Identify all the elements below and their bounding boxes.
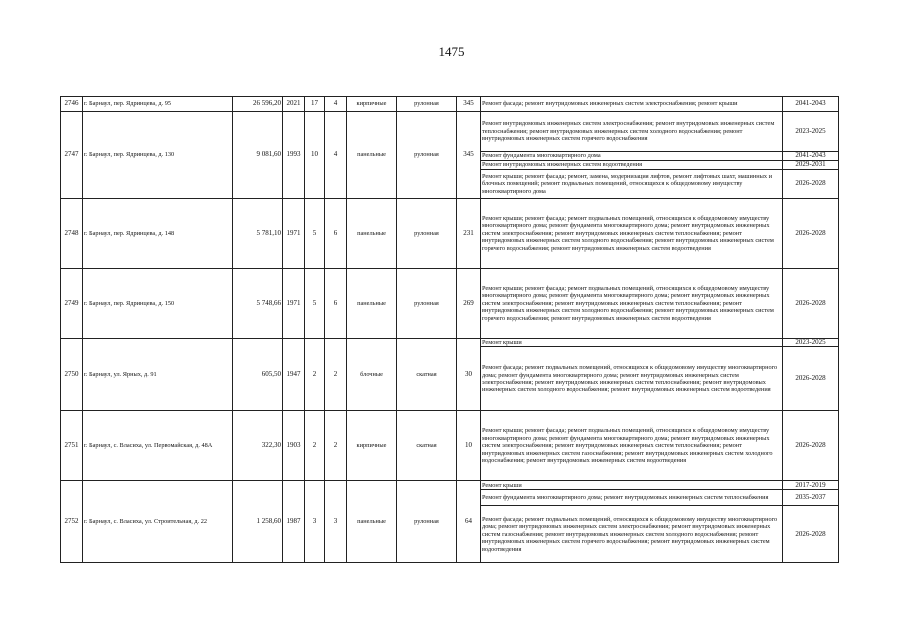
build-year: 1971 xyxy=(283,269,305,339)
house-address: г. Барнаул, пер. Ядринцева, д. 150 xyxy=(83,269,233,339)
total-area: 5 781,10 xyxy=(233,199,283,269)
repair-works: Ремонт фасада; ремонт внутридомовых инженерных систем электроснабжения; ремонт крыши xyxy=(481,97,783,112)
row-number: 2752 xyxy=(61,481,83,563)
house-address: г. Барнаул, с. Власиха, ул. Строительная, д. 22 xyxy=(83,481,233,563)
repair-period: 2026-2028 xyxy=(783,269,839,339)
wall-material: кирпичные xyxy=(347,97,397,112)
row-number: 2751 xyxy=(61,411,83,481)
repair-period: 2029-2031 xyxy=(783,161,839,170)
roof-type: рулонная xyxy=(397,481,457,563)
entrances-count: 4 xyxy=(325,112,347,199)
repair-works: Ремонт фасада; ремонт подвальных помещений, относящихся к общедомовому имуществу многоквартирного дома; ремонт внутридомовых инженерных систем электроснабжения; ремонт внутридомовых инженерных систем газоснабжения; ремонт внутридомовых инженерных систем холодного водоснабжения; ремонт внутридомовых инженерных систем горячего водоснабжения; ремонт внутридомовых инженерных систем водоотведения xyxy=(481,506,783,563)
house-address: г. Барнаул, ул. Ярных, д. 91 xyxy=(83,339,233,411)
build-year: 1993 xyxy=(283,112,305,199)
table-row xyxy=(61,269,839,339)
total-area: 605,50 xyxy=(233,339,283,411)
floors-count: 3 xyxy=(305,481,325,563)
table-row xyxy=(61,199,839,269)
wall-material: панельные xyxy=(347,481,397,563)
repair-period: 2035-2037 xyxy=(783,490,839,506)
house-address: г. Барнаул, с. Власиха, ул. Первомайская, д. 48А xyxy=(83,411,233,481)
residents-count: 30 xyxy=(457,339,481,411)
total-area: 1 258,60 xyxy=(233,481,283,563)
repair-works: Ремонт крыши xyxy=(481,481,783,490)
row-number: 2749 xyxy=(61,269,83,339)
repair-period: 2041-2043 xyxy=(783,152,839,161)
row-number: 2746 xyxy=(61,97,83,112)
total-area: 9 081,60 xyxy=(233,112,283,199)
roof-type: скатная xyxy=(397,339,457,411)
repair-works: Ремонт фундамента многоквартирного дома xyxy=(481,152,783,161)
wall-material: панельные xyxy=(347,112,397,199)
floors-count: 5 xyxy=(305,269,325,339)
residents-count: 269 xyxy=(457,269,481,339)
repair-works: Ремонт внутридомовых инженерных систем водоотведения xyxy=(481,161,783,170)
roof-type: скатная xyxy=(397,411,457,481)
house-repair-table xyxy=(60,96,839,563)
repair-period: 2026-2028 xyxy=(783,411,839,481)
build-year: 1947 xyxy=(283,339,305,411)
entrances-count: 4 xyxy=(325,97,347,112)
repair-period: 2017-2019 xyxy=(783,481,839,490)
repair-period: 2026-2028 xyxy=(783,506,839,563)
total-area: 5 748,66 xyxy=(233,269,283,339)
entrances-count: 6 xyxy=(325,269,347,339)
table-row xyxy=(61,339,839,347)
house-address: г. Барнаул, пер. Ядринцева, д. 130 xyxy=(83,112,233,199)
repair-works: Ремонт крыши; ремонт фасада; ремонт подвальных помещений, относящихся к общедомовому имуществу многоквартирного дома; ремонт фундамента многоквартирного дома; ремонт внутридомовых инженерных систем электроснабжения; ремонт внутридомовых инженерных систем теплоснабжения; ремонт внутридомовых инженерных систем холодного водоснабжения; ремонт внутридомовых инженерных систем горячего водоснабжения; ремонт внутридомовых инженерных систем водоотведения xyxy=(481,199,783,269)
house-address: г. Барнаул, пер. Ядринцева, д. 148 xyxy=(83,199,233,269)
entrances-count: 3 xyxy=(325,481,347,563)
table-row xyxy=(61,411,839,481)
floors-count: 2 xyxy=(305,339,325,411)
build-year: 2021 xyxy=(283,97,305,112)
repair-works: Ремонт крыши; ремонт фасада; ремонт подвальных помещений, относящихся к общедомовому имуществу многоквартирного дома; ремонт фундамента многоквартирного дома; ремонт внутридомовых инженерных систем электроснабжения; ремонт внутридомовых инженерных систем теплоснабжения; ремонт внутридомовых инженерных систем газоснабжения; ремонт внутридомовых инженерных систем холодного водоснабжения; ремонт внутридомовых инженерных систем водоотведения xyxy=(481,411,783,481)
table-row xyxy=(61,112,839,152)
floors-count: 17 xyxy=(305,97,325,112)
residents-count: 64 xyxy=(457,481,481,563)
repair-period: 2026-2028 xyxy=(783,347,839,411)
roof-type: рулонная xyxy=(397,269,457,339)
table-row xyxy=(61,97,839,112)
floors-count: 5 xyxy=(305,199,325,269)
repair-period: 2026-2028 xyxy=(783,199,839,269)
wall-material: панельные xyxy=(347,199,397,269)
roof-type: рулонная xyxy=(397,97,457,112)
repair-works: Ремонт внутридомовых инженерных систем электроснабжения; ремонт внутридомовых инженерных систем теплоснабжения; ремонт внутридомовых инженерных систем холодного водоснабжения; ремонт внутридомовых инженерных систем горячего водоснабжения xyxy=(481,112,783,152)
repair-works: Ремонт крыши xyxy=(481,339,783,347)
total-area: 322,30 xyxy=(233,411,283,481)
entrances-count: 6 xyxy=(325,199,347,269)
entrances-count: 2 xyxy=(325,339,347,411)
repair-period: 2026-2028 xyxy=(783,170,839,199)
repair-period: 2041-2043 xyxy=(783,97,839,112)
repair-works: Ремонт крыши; ремонт фасада; ремонт, замена, модернизация лифтов, ремонт лифтовых шахт, машинных и блочных помещений; ремонт подвальных помещений, относящихся к общедомовому имуществу многоквартирного дома xyxy=(481,170,783,199)
build-year: 1987 xyxy=(283,481,305,563)
repair-works: Ремонт фасада; ремонт подвальных помещений, относящихся к общедомовому имуществу многоквартирного дома; ремонт фундамента многоквартирного дома; ремонт внутридомовых инженерных систем электроснабжения; ремонт внутридомовых инженерных систем теплоснабжения; ремонт внутридомовых инженерных систем холодного водоснабжения; ремонт внутридомовых инженерных систем водоотведения xyxy=(481,347,783,411)
total-area: 26 596,20 xyxy=(233,97,283,112)
residents-count: 10 xyxy=(457,411,481,481)
repair-works: Ремонт фундамента многоквартирного дома; ремонт внутридомовых инженерных систем теплоснабжения xyxy=(481,490,783,506)
page-number: 1475 xyxy=(438,44,465,59)
roof-type: рулонная xyxy=(397,112,457,199)
row-number: 2748 xyxy=(61,199,83,269)
wall-material: блочные xyxy=(347,339,397,411)
residents-count: 345 xyxy=(457,97,481,112)
residents-count: 231 xyxy=(457,199,481,269)
floors-count: 10 xyxy=(305,112,325,199)
house-address: г. Барнаул, пер. Ядринцева, д. 95 xyxy=(83,97,233,112)
repair-period: 2023-2025 xyxy=(783,339,839,347)
wall-material: панельные xyxy=(347,269,397,339)
residents-count: 345 xyxy=(457,112,481,199)
build-year: 1971 xyxy=(283,199,305,269)
table-row xyxy=(61,481,839,490)
entrances-count: 2 xyxy=(325,411,347,481)
row-number: 2747 xyxy=(61,112,83,199)
build-year: 1903 xyxy=(283,411,305,481)
repair-works: Ремонт крыши; ремонт фасада; ремонт подвальных помещений, относящихся к общедомовому имуществу многоквартирного дома; ремонт фундамента многоквартирного дома; ремонт внутридомовых инженерных систем электроснабжения; ремонт внутридомовых инженерных систем теплоснабжения; ремонт внутридомовых инженерных систем холодного водоснабжения; ремонт внутридомовых инженерных систем горячего водоснабжения; ремонт внутридомовых инженерных систем водоотведения xyxy=(481,269,783,339)
floors-count: 2 xyxy=(305,411,325,481)
repair-period: 2023-2025 xyxy=(783,112,839,152)
wall-material: кирпичные xyxy=(347,411,397,481)
row-number: 2750 xyxy=(61,339,83,411)
roof-type: рулонная xyxy=(397,199,457,269)
